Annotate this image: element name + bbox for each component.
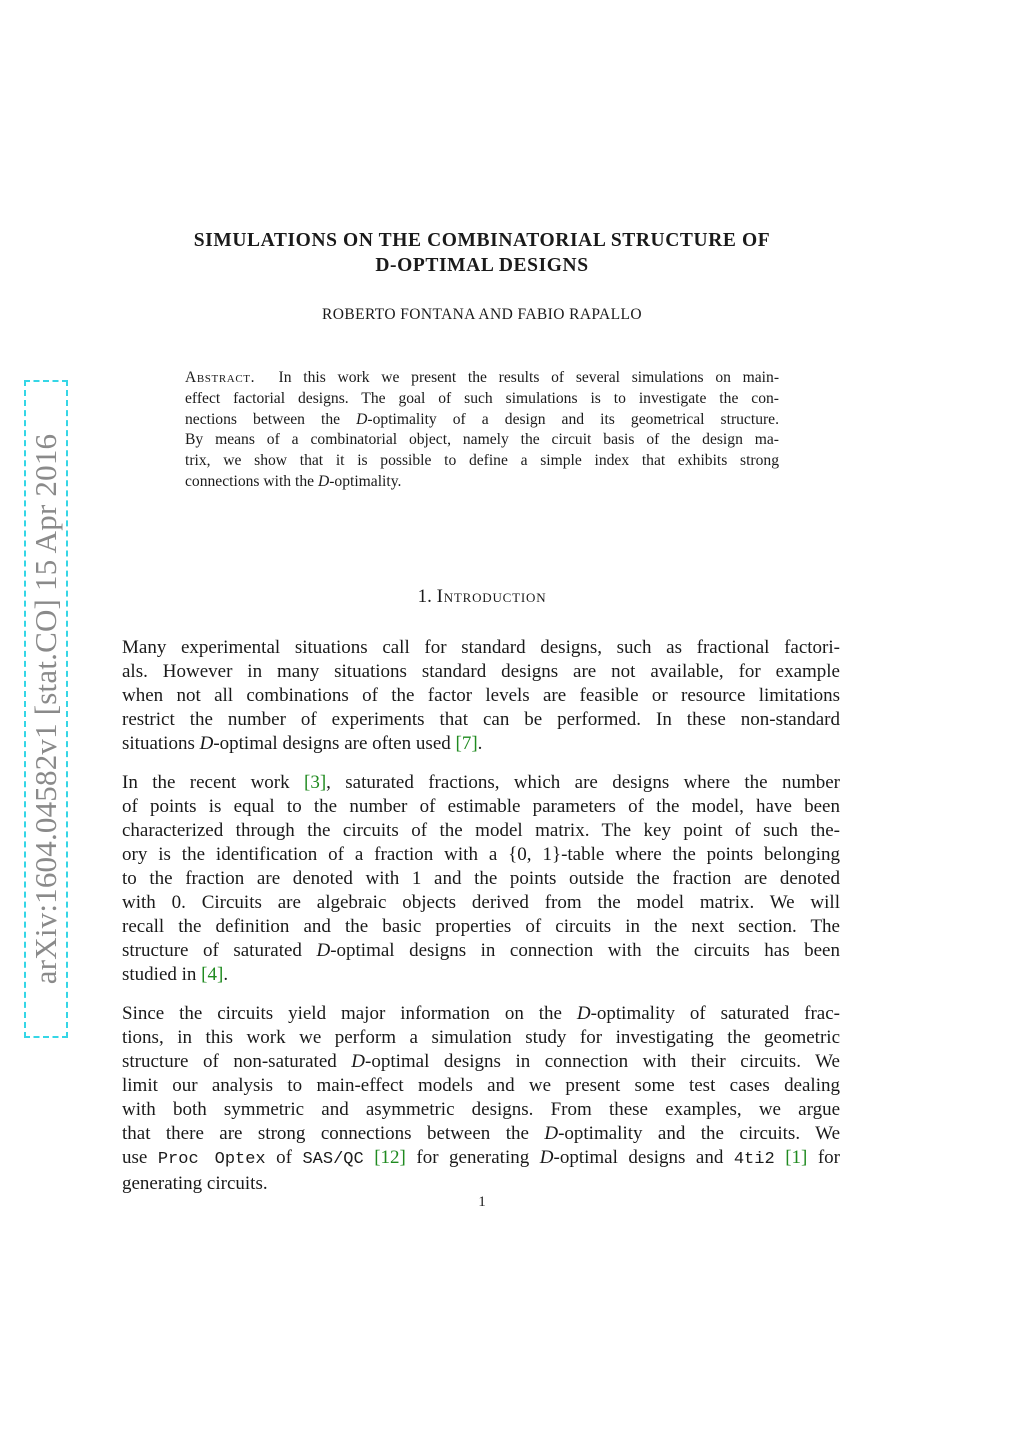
code-sas-qc: SAS/QC xyxy=(302,1150,364,1169)
paragraph-3 xyxy=(122,1002,840,1196)
text-span: -optimal designs in connection with the circuits has been xyxy=(330,940,840,961)
math-d: D xyxy=(199,733,214,754)
math-d: D xyxy=(316,940,331,961)
section-heading xyxy=(122,586,842,608)
abstract-line xyxy=(185,368,779,389)
arxiv-id-label: arXiv:1604.04582v1 [stat.CO] 15 Apr 2016 xyxy=(28,433,63,985)
text-span: studied in xyxy=(122,964,202,985)
text-line: ory is the identification of a fraction with a {0, 1}-table where the points belonging xyxy=(122,844,840,865)
text-span: -optimal designs and xyxy=(553,1147,734,1168)
abstract-text: -optimality. xyxy=(329,472,402,490)
text-line xyxy=(122,1146,840,1172)
text-span: for xyxy=(807,1147,841,1168)
paragraph-1 xyxy=(122,636,840,756)
text-span: . xyxy=(223,964,229,985)
text-line: restrict the number of experiments that can be performed. In these non-standard xyxy=(122,709,840,730)
text-line xyxy=(122,732,840,756)
math-d: D xyxy=(539,1147,554,1168)
math-d: D xyxy=(356,410,368,428)
arxiv-stamp[interactable] xyxy=(24,380,68,1038)
text-line: to the fraction are denoted with 1 and the points outside the fraction are denoted xyxy=(122,868,840,889)
paragraph-2 xyxy=(122,771,840,987)
title-line-1: SIMULATIONS ON THE COMBINATORIAL STRUCTURE OF xyxy=(193,230,771,251)
paper-title xyxy=(122,228,842,278)
text-line xyxy=(122,1122,840,1146)
text-span xyxy=(775,1147,786,1168)
citation-link[interactable]: [3] xyxy=(304,772,327,793)
text-span: for generating xyxy=(405,1147,540,1168)
abstract-line: trix, we show that it is possible to define a simple index that exhibits strong xyxy=(185,452,779,470)
math-d: D xyxy=(576,1003,591,1024)
abstract-line: By means of a combinatorial object, namely the circuit basis of the design ma- xyxy=(185,431,779,449)
abstract-text: -optimality of a design and its geometrical structure. xyxy=(367,410,779,428)
text-span: -optimal designs are often used xyxy=(213,733,456,754)
abstract-line xyxy=(185,472,779,493)
text-span: Since the circuits yield major information on the xyxy=(122,1003,577,1024)
text-span: In the recent work xyxy=(122,772,304,793)
text-line xyxy=(122,939,840,963)
abstract-text: In this work we present the results of several simulations on main- xyxy=(278,369,780,386)
text-line: characterized through the circuits of the model matrix. The key point of such the- xyxy=(122,820,840,841)
text-span: . xyxy=(477,733,483,754)
abstract-line: effect factorial designs. The goal of such simulations is to investigate the con- xyxy=(185,389,779,407)
text-span: situations xyxy=(122,733,200,754)
text-line: als. However in many situations standard designs are not available, for example xyxy=(122,661,840,682)
abstract-line xyxy=(185,410,779,431)
abstract-text: nections between the xyxy=(185,410,357,428)
text-line xyxy=(122,963,840,987)
text-line: with 0. Circuits are algebraic objects derived from the model matrix. We will xyxy=(122,892,840,913)
text-span: structure of non-saturated xyxy=(122,1051,352,1072)
text-line: limit our analysis to main-effect models and we present some test cases dealing xyxy=(122,1075,840,1096)
text-line: of points is equal to the number of estimable parameters of the model, have been xyxy=(122,796,840,817)
code-4ti2: 4ti2 xyxy=(733,1150,775,1169)
citation-link[interactable]: [7] xyxy=(455,733,478,754)
math-d: D xyxy=(317,472,330,490)
text-line xyxy=(122,1002,840,1026)
section-number: 1. xyxy=(417,586,432,607)
text-line: tions, in this work we perform a simulation study for investigating the geometric xyxy=(122,1027,840,1048)
text-span: that there are strong connections between the xyxy=(122,1123,545,1144)
citation-link[interactable]: [12] xyxy=(374,1147,406,1168)
abstract-text: connections with the xyxy=(185,472,318,490)
text-span: -optimality and the circuits. We xyxy=(558,1123,840,1144)
abstract-heading: Abstract. xyxy=(185,369,256,386)
math-d: D xyxy=(544,1123,559,1144)
text-span: use xyxy=(122,1147,158,1168)
text-line: with both symmetric and asymmetric designs. From these examples, we argue xyxy=(122,1099,840,1120)
text-line: when not all combinations of the factor levels are feasible or resource limitations xyxy=(122,685,840,706)
section-title: Introduction xyxy=(436,586,547,607)
text-span: -optimal designs in connection with their circuits. We xyxy=(365,1051,840,1072)
text-span: , saturated fractions, which are designs where the number xyxy=(326,772,840,793)
text-line xyxy=(122,1050,840,1074)
page-number: 1 xyxy=(478,1194,486,1210)
text-span: -optimality of saturated frac- xyxy=(590,1003,840,1024)
citation-link[interactable]: [4] xyxy=(201,964,224,985)
authors: ROBERTO FONTANA AND FABIO RAPALLO xyxy=(322,306,642,323)
code-proc-optex: Proc Optex xyxy=(157,1150,266,1169)
abstract xyxy=(185,368,779,493)
text-span: of xyxy=(265,1147,303,1168)
title-line-2: D-OPTIMAL DESIGNS xyxy=(375,255,589,276)
citation-link[interactable]: [1] xyxy=(785,1147,808,1168)
math-d: D xyxy=(351,1051,366,1072)
text-line: recall the definition and the basic properties of circuits in the next section. The xyxy=(122,916,840,937)
text-span: structure of saturated xyxy=(122,940,317,961)
text-line: generating circuits. xyxy=(122,1173,268,1194)
text-line xyxy=(122,771,840,795)
text-span xyxy=(364,1147,375,1168)
text-line: Many experimental situations call for standard designs, such as fractional factori- xyxy=(122,637,840,658)
